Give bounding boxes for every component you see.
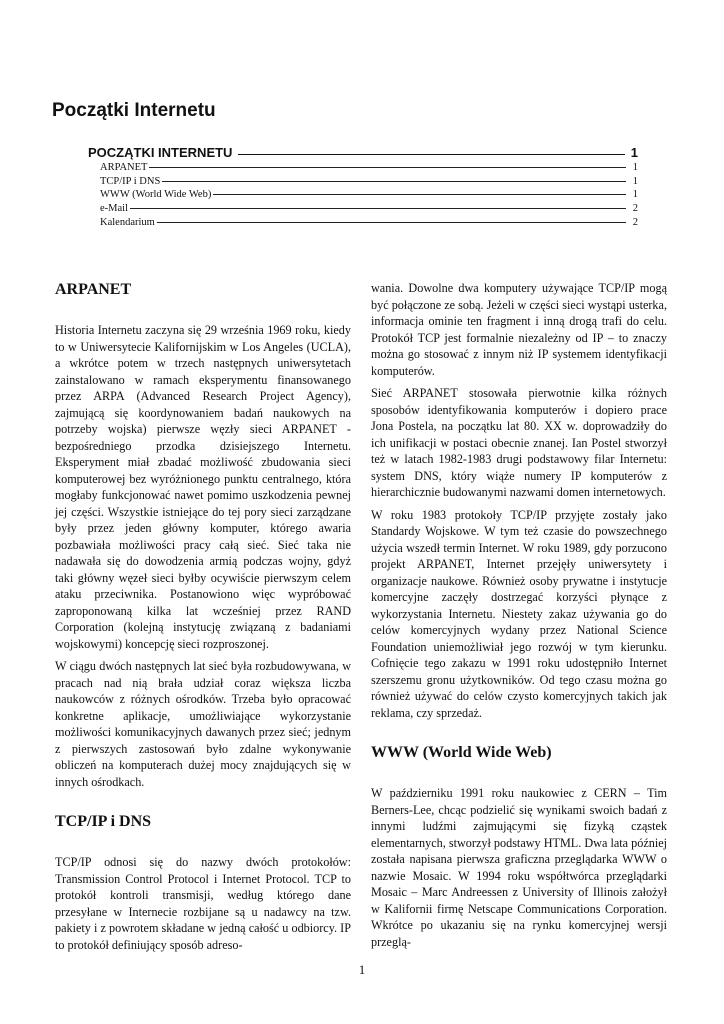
section-heading-arpanet: ARPANET	[55, 281, 132, 298]
toc-entry-label: TCP/IP i DNS	[100, 175, 161, 187]
toc-entry-page: 1	[632, 189, 638, 201]
left-column	[55, 280, 351, 953]
section-heading-tcp-ip: TCP/IP i DNS	[55, 813, 152, 830]
toc-leader	[238, 154, 624, 155]
paragraph: W październiku 1991 roku naukowiec z CERN – Tim Berners-Lee, chcąc podzielić się wynikami swoich badań z innymi ludźmi zajmującymi się fizyką cząstek elementarnych, stworzył podstawy HTML. Dwa lata później została napisana pierwsza graficzna przeglądarka WWW o nazwie Mosaic. W 1994 roku współtwórca przeglądarki Mosaic – Marc Andreessen z University of Illinois założył w Kalifornii firmę Netscape Communications Corporation. Wkrótce po ukazaniu się na rynku komercyjnej wersji przeglą-	[371, 786, 667, 949]
toc-heading: POCZĄTKI INTERNETU	[88, 145, 233, 160]
toc-entry-arpanet[interactable]	[100, 162, 638, 176]
right-column	[371, 280, 667, 950]
toc-entry-label: Kalendarium	[100, 216, 155, 228]
page-title: Początki Internetu	[52, 100, 216, 121]
toc-entry-tcp-ip[interactable]	[100, 176, 638, 190]
toc-heading-page: 1	[630, 145, 638, 160]
paragraph: W roku 1983 protokoły TCP/IP przyjęte zostały jako Standardy Wojskowe. W tym też czasie do powszechnego użycia wszedł termin Internet. W roku 1989, gdy porzucono projekt ARPANET, Internet przejęły uniwersytety i organizacje naukowe. Również osoby prywatne i instytucje komercyjne zaczęły dostrzegać korzyści płynące z wykorzystania Internetu. Niestety zakaz używania go do celów komercyjnych wydany przez National Science Foundation uniemożliwiał jego rozwój w tym kierunku. Cofnięcie tego zakazu w 1991 roku udostępniło Internet szerszemu gronu użytkowników. Od tego czasu można go również używać do celów czysto komercyjnych takich jak reklama, czy sprzedaż.	[371, 507, 667, 720]
toc-entry-label: e-Mail	[100, 203, 128, 215]
toc-leader	[130, 208, 626, 209]
toc-leader	[157, 222, 626, 223]
toc-entry-page: 2	[632, 203, 638, 215]
paragraph: W ciągu dwóch następnych lat sieć była rozbudowywana, w pracach nad nią brała udział coraz większa liczba naukowców z różnych ośrodków. Trzeba było opracować konkretne aplikacje, umożliwiające wykorzystanie możliwości komunikacyjnych dawanych przez sieć; jednym z pierwszych zastosowań było zdalne wykonywanie obliczeń na komputerach dużej mocy znajdujących się w innych ośrodkach.	[55, 659, 351, 789]
toc-leader	[213, 194, 626, 195]
toc-list	[100, 162, 638, 230]
paragraph: Sieć ARPANET stosowała pierwotnie kilka różnych sposobów identyfikowania komputerów i dopiero prace Jona Postela, na początku lat 80. XX w. doprowadziły do ich unifikacji w postaci obecnie znanej. Ian Postel stworzył też w latach 1982-1983 drugi podstawowy filar Internetu: system DNS, który wiąże numery IP komputerów z hierarchicznie budowanymi nazwami domen internetowych.	[371, 386, 667, 499]
toc-entry-page: 2	[632, 216, 638, 228]
toc-entry-label: ARPANET	[100, 162, 148, 173]
paragraph: TCP/IP odnosi się do nazwy dwóch protokołów: Transmission Control Protocol i Internet Protocol. TCP to protokół kontroli transmisji, według którego dane przesyłane w Internecie rozbijane są u nadawcy na tzw. pakiety i z powrotem składane w jedną całość u odbiorcy. IP to protokół definiujący sposób adreso-	[55, 855, 351, 952]
table-of-contents	[88, 145, 638, 230]
toc-heading-row[interactable]	[88, 145, 638, 162]
toc-entry-www[interactable]	[100, 189, 638, 203]
paragraph: Historia Internetu zaczyna się 29 września 1969 roku, kiedy to w Uniwersytecie Kalifornijskim w Los Angeles (UCLA), a wkrótce potem w trzech następnych uniwersytetach zainstalowano w ramach eksperymentu finansowanego przez ARPA (Advanced Research Project Agency), zajmującą się koordynowaniem badań naukowych na potrzeby wojska) pierwsze węzły sieci ARPANET - bezpośredniego przodka dzisiejszego Internetu. Eksperyment miał zbadać możliwość zbudowania sieci komputerowej bez wyróżnionego punktu centralnego, która mogłaby funkcjonować nawet pomimo uszkodzenia pewnej jej części. Wszystkie istniejące do tej pory sieci zarządzane były przez jeden główny komputer, którego awaria pozbawiała możliwości pracy całą sieć. Sieć taka nie nadawała się do dowodzenia armią podczas wojny, gdyż taki główny węzeł sieci byłby ocywiście pierwszym celem ataku przeciwnika. Postanowiono więc wypróbować zaproponowaną kilka lat wcześniej przez RAND Corporation (kolejną instytucję związaną z badaniami wojskowymi) koncepcję sieci rozproszonej.	[55, 323, 351, 651]
toc-entry-page: 1	[632, 162, 638, 173]
toc-leader	[149, 167, 626, 168]
paragraph: wania. Dowolne dwa komputery używające TCP/IP mogą być połączone ze sobą. Jeżeli w części sieci wystąpi usterka, informacja ominie ten fragment i inną drogą trafi do celu. Protokół TCP jest formalnie niezależny od IP – to znaczy można go stosować z innym niż IP systemem identyfikacji komputerów.	[371, 281, 667, 378]
toc-entry-label: WWW (World Wide Web)	[100, 189, 212, 201]
toc-entry-kalendarium[interactable]	[100, 217, 638, 231]
toc-entry-email[interactable]	[100, 203, 638, 217]
toc-entry-page: 1	[632, 175, 638, 187]
section-heading-www: WWW (World Wide Web)	[371, 744, 552, 761]
page-number: 1	[358, 962, 366, 977]
toc-leader	[162, 181, 626, 182]
